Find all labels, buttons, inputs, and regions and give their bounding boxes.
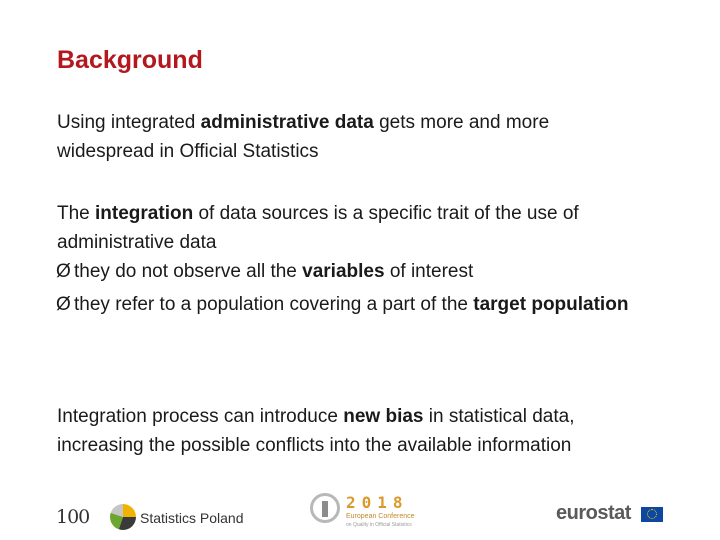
bullet-text: they do not observe all the: [74, 261, 303, 282]
conference-emblem-icon: [310, 493, 340, 523]
eurostat-logo: [556, 502, 666, 526]
paragraph2-text-end: of data sources is a specific trait of the use of: [193, 203, 579, 224]
paragraph1-text-end: gets more and more: [373, 112, 550, 133]
paragraph2-line2: administrative data: [57, 232, 217, 253]
paragraph3-bold: new bias: [343, 406, 424, 427]
gus-100-years-mark: 100: [56, 506, 90, 528]
conference-subtitle: on Quality in Official Statistics: [346, 522, 412, 528]
paragraph3-text-end: in statistical data,: [423, 406, 575, 427]
bullet-text-end: of interest: [384, 261, 474, 282]
conference-2018-logo: [310, 493, 430, 535]
bullet-item: [57, 290, 677, 319]
paragraph3-text: Integration process can introduce: [57, 406, 344, 427]
slide-title: Background: [57, 46, 203, 74]
arrow-bullet-icon: Ø: [56, 261, 71, 282]
eurostat-wordmark: eurostat: [556, 502, 631, 524]
bullet-bold: variables: [302, 261, 385, 282]
conference-name: European Conference: [346, 513, 415, 520]
paragraph-administrative-data: [57, 108, 549, 166]
paragraph1-line2: widespread in Official Statistics: [57, 141, 319, 162]
paragraph1-text: Using integrated: [57, 112, 201, 133]
eu-flag-icon: [641, 507, 663, 522]
paragraph2-bold: integration: [95, 203, 194, 224]
paragraph3-line2: increasing the possible conflicts into the available information: [57, 435, 572, 456]
conference-year: 2018: [346, 493, 409, 512]
gus-emblem-icon: [110, 504, 136, 530]
footer-logos: [0, 490, 720, 535]
statistics-poland-name: Statistics Poland: [140, 510, 244, 526]
statistics-poland-logo: [56, 498, 256, 534]
paragraph2-text: The: [57, 203, 96, 224]
bullet-list: [57, 257, 677, 323]
paragraph-new-bias: [57, 402, 575, 460]
arrow-bullet-icon: Ø: [56, 294, 71, 315]
bullet-text: they refer to a population covering a part of the: [74, 294, 474, 315]
bullet-item: [57, 257, 677, 286]
paragraph1-bold: administrative data: [200, 112, 374, 133]
paragraph-integration: [57, 199, 579, 257]
bullet-bold: target population: [473, 294, 629, 315]
